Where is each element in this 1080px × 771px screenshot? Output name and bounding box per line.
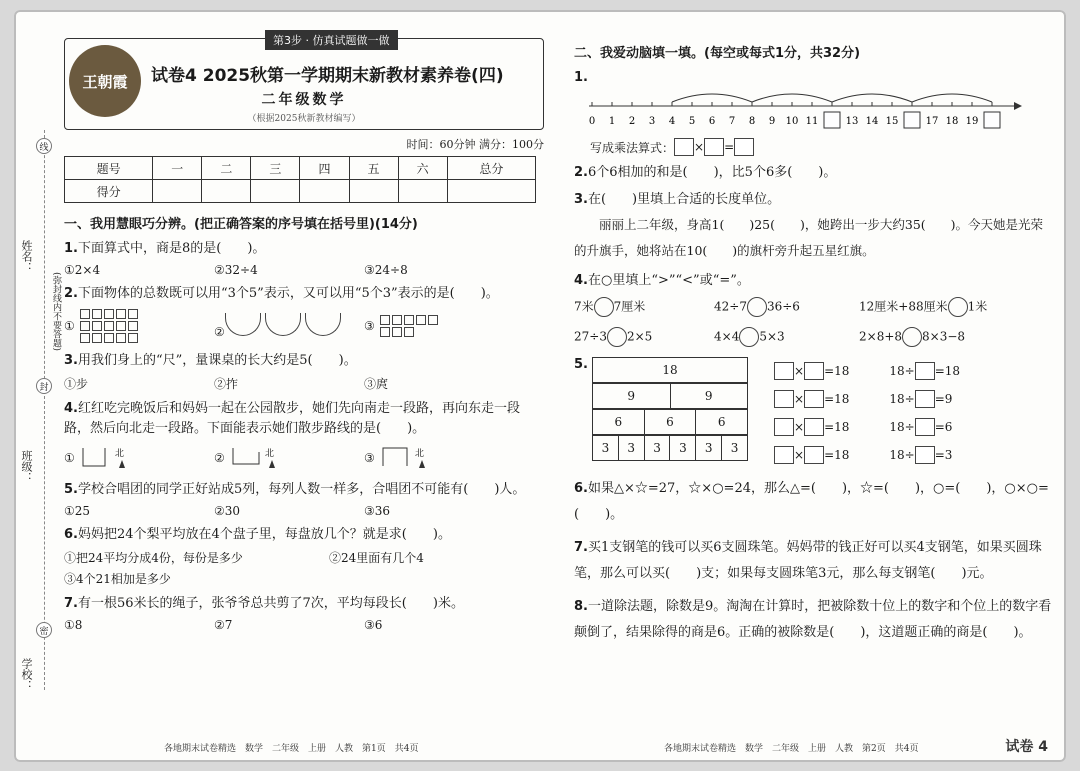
- option[interactable]: ②拃: [214, 377, 239, 391]
- times-sign: ×: [794, 448, 805, 462]
- dividend: 18÷: [889, 392, 915, 406]
- option[interactable]: ②24里面有几个4: [329, 551, 424, 565]
- bar-cell: 6: [644, 410, 696, 435]
- bar-cell: 3: [670, 436, 696, 461]
- bar-cell: 3: [593, 436, 619, 461]
- compare-circle[interactable]: [948, 297, 968, 317]
- bar-model: [592, 357, 752, 469]
- question-2-options: [64, 308, 544, 344]
- answer-box[interactable]: [774, 390, 794, 408]
- compare-right: 2×5: [626, 329, 653, 344]
- compare-right: 7厘米: [613, 299, 646, 314]
- name-field-label: 姓名：: [20, 240, 33, 273]
- time-score-info: 时间：60分钟 满分：100分: [406, 138, 544, 151]
- answer-box[interactable]: [915, 362, 935, 380]
- score-cell[interactable]: [251, 180, 300, 203]
- number-line-tick-label: 0: [588, 116, 596, 127]
- question-number: 7.: [64, 596, 78, 611]
- score-label-cell: 得分: [65, 180, 153, 203]
- equation-result: =9: [934, 392, 953, 406]
- option-label: ①: [64, 450, 75, 465]
- option-label: ②: [214, 325, 225, 339]
- score-header-cell: 总分: [447, 157, 535, 180]
- multiplication-column: [774, 357, 849, 469]
- banana-icon: [265, 313, 301, 336]
- answer-box[interactable]: [774, 362, 794, 380]
- option-route-1[interactable]: [64, 446, 214, 470]
- question-text: 学校合唱团的同学正好站成5列，每列人数一样多，合唱团不可能有( )人。: [77, 482, 526, 497]
- exam-badge: 试卷 4: [1005, 739, 1048, 755]
- score-header-cell: 题号: [65, 157, 153, 180]
- question-number: 2.: [574, 165, 588, 180]
- number-line-tick-label: 19: [965, 116, 979, 127]
- bar-cell: 3: [644, 436, 670, 461]
- score-cell[interactable]: [300, 180, 349, 203]
- number-line-tick-label: 14: [865, 116, 879, 127]
- multiplication-expression: 写成乘法算式： × =: [590, 138, 1054, 156]
- answer-box[interactable]: [804, 418, 824, 436]
- step-banner: 第3步 · 仿真试题做一做: [265, 30, 398, 50]
- answer-box[interactable]: [804, 446, 824, 464]
- compare-circle[interactable]: [594, 297, 614, 317]
- question-r3: [574, 190, 1054, 210]
- compare-right: 8×3−8: [922, 329, 966, 344]
- exam-title: 试卷4 2025秋第一学期期末新教材素养卷(四): [151, 66, 504, 86]
- times-sign: ×: [794, 392, 805, 406]
- compare-row: [574, 327, 1054, 347]
- compare-circle[interactable]: [607, 327, 627, 347]
- question-number: 3.: [574, 192, 588, 207]
- question-3-options: [64, 375, 544, 392]
- compare-left: 7米: [574, 299, 594, 314]
- question-text: 如果△×☆=27，☆×○=24，那么△=( )，☆=( )，○=( )，○×○=( )。: [574, 481, 1049, 522]
- score-table: [64, 156, 536, 203]
- equation: [774, 357, 849, 385]
- squares-icon: [79, 308, 139, 344]
- seal-mark: 封: [36, 378, 52, 394]
- number-line-tick-label: 7: [728, 116, 736, 127]
- score-header-cell: 三: [251, 157, 300, 180]
- compare-circle[interactable]: [902, 327, 922, 347]
- number-line-tick-label: 17: [925, 116, 939, 127]
- expression-label: 写成乘法算式：: [590, 140, 675, 155]
- question-3: [64, 351, 544, 371]
- question-text: 下面算式中，商是8的是( )。: [77, 241, 266, 256]
- question-text: 在( )里填上合适的长度单位。: [587, 192, 781, 207]
- question-number: 4.: [64, 401, 78, 416]
- score-cell[interactable]: [398, 180, 447, 203]
- question-number: 6.: [64, 527, 78, 542]
- question-text: 买1支钢笔的钱可以买6支圆珠笔。妈妈带的钱正好可以买4支钢笔，如果买圆珠笔，那么可以买( )支；如果每支圆珠笔3元，那么每支钢笔( )元。: [574, 540, 1042, 581]
- question-text: 红红吃完晚饭后和妈妈一起在公园散步，她们先向南走一段路，再向东走一段路，然后向北走一段路。下面能表示她们散步路线的是( )。: [64, 401, 520, 436]
- school-field-label: 学校：: [20, 658, 33, 691]
- compare-row: [574, 297, 1054, 317]
- equation: [889, 357, 960, 385]
- number-line-blank-box[interactable]: [984, 112, 1000, 128]
- equation: [889, 441, 960, 469]
- banana-icon: [225, 313, 261, 336]
- option[interactable]: ①步: [64, 377, 89, 391]
- number-line-tick-label: 15: [885, 116, 899, 127]
- squares-icon: [379, 314, 439, 338]
- question-5: [64, 480, 544, 500]
- footer-left: 各地期末试卷精选 数学 二年级 上册 人教 第1页 共4页: [164, 744, 419, 754]
- question-6-options: [64, 570, 544, 587]
- division-column: [889, 357, 960, 469]
- compare-item: [859, 327, 965, 347]
- score-header-cell: 五: [349, 157, 398, 180]
- binding-margin: [14, 10, 64, 762]
- option-squares-3x5[interactable]: [64, 308, 214, 344]
- bar-cell: 3: [696, 436, 722, 461]
- bar-cell: 6: [593, 410, 645, 435]
- question-6: [64, 525, 544, 545]
- option-route-2[interactable]: [214, 446, 364, 470]
- option[interactable]: ③36: [364, 504, 391, 518]
- option[interactable]: ①把24平均分成4份，每份是多少: [64, 551, 243, 565]
- question-number: 1.: [574, 70, 588, 85]
- question-4: [64, 399, 544, 439]
- question-number: 7.: [574, 540, 588, 555]
- compare-item: [859, 297, 987, 317]
- number-line-jump-arc: [672, 94, 752, 102]
- score-cell[interactable]: [447, 180, 535, 203]
- compare-left: 42÷7: [714, 299, 747, 314]
- compare-item: [574, 327, 714, 347]
- answer-box[interactable]: [734, 138, 754, 156]
- bar-row: [592, 383, 748, 409]
- score-header-cell: 六: [398, 157, 447, 180]
- question-r2: [574, 163, 1054, 183]
- question-1-options: [64, 263, 544, 277]
- answer-box[interactable]: [674, 138, 694, 156]
- bar-row: [592, 435, 748, 461]
- number-line-jump-arc: [752, 94, 832, 102]
- number-line-tick-label: 4: [668, 116, 676, 127]
- question-number: 5.: [574, 357, 588, 372]
- option[interactable]: ③庹: [364, 377, 389, 391]
- compare-left: 27÷3: [574, 329, 607, 344]
- bar-cell: 9: [670, 384, 748, 409]
- footer-right: 各地期末试卷精选 数学 二年级 上册 人教 第2页 共4页: [664, 744, 919, 754]
- exam-note: （根据2025秋新教材编写）: [247, 114, 361, 124]
- compare-item: [574, 297, 714, 317]
- seal-mark: 密: [36, 622, 52, 638]
- option[interactable]: ①25: [64, 504, 91, 518]
- times-sign: ×: [794, 420, 805, 434]
- answer-box[interactable]: [915, 418, 935, 436]
- equation-result: =18: [824, 420, 850, 434]
- route-diagram-icon: [229, 446, 289, 470]
- equation-result: =18: [934, 364, 961, 378]
- seal-note: (弥封线内不要答题): [51, 272, 61, 352]
- option[interactable]: ③24÷8: [364, 263, 408, 277]
- left-page: [64, 34, 544, 632]
- score-cell[interactable]: [153, 180, 202, 203]
- equation-result: =18: [824, 448, 850, 462]
- equation-result: =18: [824, 364, 850, 378]
- question-text: 用我们身上的“尺”，量课桌的长大约是5( )。: [77, 353, 357, 368]
- equation-result: =18: [824, 392, 850, 406]
- score-cell[interactable]: [349, 180, 398, 203]
- question-7-options: [64, 618, 544, 632]
- bar-row: [592, 409, 748, 435]
- question-text: 下面物体的总数既可以用“3个5”表示，又可以用“5个3”表示的是( )。: [77, 286, 499, 301]
- question-7: [64, 594, 544, 614]
- score-header-cell: 一: [153, 157, 202, 180]
- option-label: ③: [364, 450, 375, 465]
- equation: [774, 441, 849, 469]
- option-label: ③: [364, 318, 375, 333]
- route-diagram-icon: [379, 446, 439, 470]
- question-number: 4.: [574, 273, 588, 288]
- compare-right: 1米: [967, 299, 988, 314]
- question-r4: [574, 271, 1054, 291]
- dividend: 18÷: [889, 448, 915, 462]
- number-line-tick-label: 6: [708, 116, 716, 127]
- compare-item: [714, 297, 859, 317]
- bar-cell: 3: [722, 436, 748, 461]
- number-line: [584, 88, 1024, 134]
- number-line-jump-arc: [832, 94, 912, 102]
- answer-box[interactable]: [915, 390, 935, 408]
- compare-right: 36÷6: [766, 299, 800, 314]
- option-squares-2x3[interactable]: [364, 314, 439, 338]
- option-label: ①: [64, 318, 75, 333]
- bar-cell: 3: [618, 436, 644, 461]
- option-route-3[interactable]: [364, 446, 439, 470]
- bar-cell: 9: [593, 384, 671, 409]
- number-line-tick-label: 9: [768, 116, 776, 127]
- score-header-cell: 二: [202, 157, 251, 180]
- question-number: 2.: [64, 286, 78, 301]
- exam-header: [64, 34, 544, 130]
- question-text: 在○里填上“>”“<”或“=”。: [587, 273, 750, 288]
- question-r5: [574, 357, 1054, 469]
- number-line-blank-box[interactable]: [824, 112, 840, 128]
- option[interactable]: ②7: [214, 618, 233, 632]
- question-text: 妈妈把24个梨平均放在4个盘子里，每盘放几个？就是求( )。: [77, 527, 451, 542]
- question-r8: [574, 594, 1054, 646]
- dividend: 18÷: [889, 364, 915, 378]
- option[interactable]: ②30: [214, 504, 241, 518]
- question-text: 一道除法题，除数是9。淘淘在计算时，把被除数十位上的数字和个位上的数字看颠倒了，结果除得的商是6。正确的被除数是( )，这道题正确的商是( )。: [574, 599, 1052, 640]
- question-4-options: [64, 443, 544, 473]
- option[interactable]: ①2×4: [64, 263, 101, 277]
- question-r1: [574, 68, 1054, 134]
- brand-logo: 王朝霞: [69, 45, 141, 117]
- number-line-tick-label: 8: [748, 116, 756, 127]
- option-label: ②: [214, 450, 225, 465]
- bar-row: [592, 357, 748, 383]
- number-line-blank-box[interactable]: [904, 112, 920, 128]
- compare-right: 5×3: [759, 329, 785, 344]
- score-header-cell: 四: [300, 157, 349, 180]
- option[interactable]: ②32÷4: [214, 263, 258, 277]
- number-line-tick-label: 3: [648, 116, 656, 127]
- question-r7: [574, 535, 1054, 587]
- equation-result: =3: [934, 448, 953, 462]
- question-number: 8.: [574, 599, 588, 614]
- question-6-options: [64, 549, 544, 566]
- compare-left: 4×4: [714, 329, 740, 344]
- question-2: [64, 284, 544, 304]
- question-r3-passage: 丽丽上二年级，身高1( )25( )，她跨出一步大约35( )。今天她是光荣的升旗手，她将站在10( )的旗杆旁升起五星红旗。: [574, 217, 1044, 258]
- north-label: 北: [114, 449, 124, 459]
- question-5-options: [64, 504, 544, 518]
- equation: [889, 385, 960, 413]
- question-number: 5.: [64, 482, 78, 497]
- section-2-title: 二、我爱动脑填一填。(每空或每式1分，共32分): [574, 46, 861, 61]
- number-line-tick-label: 1: [608, 116, 616, 127]
- seal-line: [44, 130, 45, 690]
- bar-cell: 18: [593, 358, 748, 383]
- question-r6: [574, 476, 1054, 528]
- banana-icon: [305, 313, 341, 336]
- compare-left: 12厘米+88厘米: [859, 299, 948, 314]
- number-line-tick-label: 18: [945, 116, 959, 127]
- number-line-tick-label: 2: [628, 116, 636, 127]
- question-text: 6个6相加的和是( )，比5个6多( )。: [587, 165, 837, 180]
- answer-box[interactable]: [804, 390, 824, 408]
- answer-box[interactable]: [804, 362, 824, 380]
- number-line-tick-label: 5: [688, 116, 696, 127]
- answer-box[interactable]: [774, 446, 794, 464]
- equation: [889, 413, 960, 441]
- right-page: [574, 38, 1054, 646]
- answer-box[interactable]: [704, 138, 724, 156]
- bar-cell: 6: [696, 410, 748, 435]
- option[interactable]: ③4个21相加是多少: [64, 572, 171, 586]
- section-1-title: 一、我用慧眼巧分辨。(把正确答案的序号填在括号里)(14分): [64, 217, 418, 232]
- equation-result: =6: [934, 420, 953, 434]
- answer-box[interactable]: [774, 418, 794, 436]
- class-field-label: 班级：: [20, 450, 33, 483]
- number-line-tick-label: 11: [805, 116, 819, 127]
- option[interactable]: ③6: [364, 618, 383, 632]
- number-line-jump-arc: [912, 94, 992, 102]
- dividend: 18÷: [889, 420, 915, 434]
- seal-mark: 线: [36, 138, 52, 154]
- compare-item: [714, 327, 859, 347]
- question-number: 3.: [64, 353, 78, 368]
- north-label: 北: [414, 449, 424, 459]
- compare-circle[interactable]: [739, 327, 759, 347]
- question-number: 6.: [574, 481, 588, 496]
- exam-sheet: [14, 10, 1066, 762]
- score-cell[interactable]: [202, 180, 251, 203]
- north-label: 北: [264, 449, 274, 459]
- compare-left: 2×8+8: [859, 329, 903, 344]
- equation: [774, 413, 849, 441]
- equation: [774, 385, 849, 413]
- number-line-tick-label: 10: [785, 116, 799, 127]
- option[interactable]: ①8: [64, 618, 83, 632]
- option-bananas[interactable]: [214, 313, 364, 339]
- question-1: [64, 239, 544, 259]
- route-diagram-icon: [79, 446, 139, 470]
- times-sign: ×: [794, 364, 805, 378]
- answer-box[interactable]: [915, 446, 935, 464]
- compare-circle[interactable]: [747, 297, 767, 317]
- question-number: 1.: [64, 241, 78, 256]
- number-line-tick-label: 13: [845, 116, 859, 127]
- question-text: 有一根56米长的绳子，张爷爷总共剪了7次，平均每段长( )米。: [77, 596, 464, 611]
- exam-subtitle: 二年级数学: [261, 92, 347, 108]
